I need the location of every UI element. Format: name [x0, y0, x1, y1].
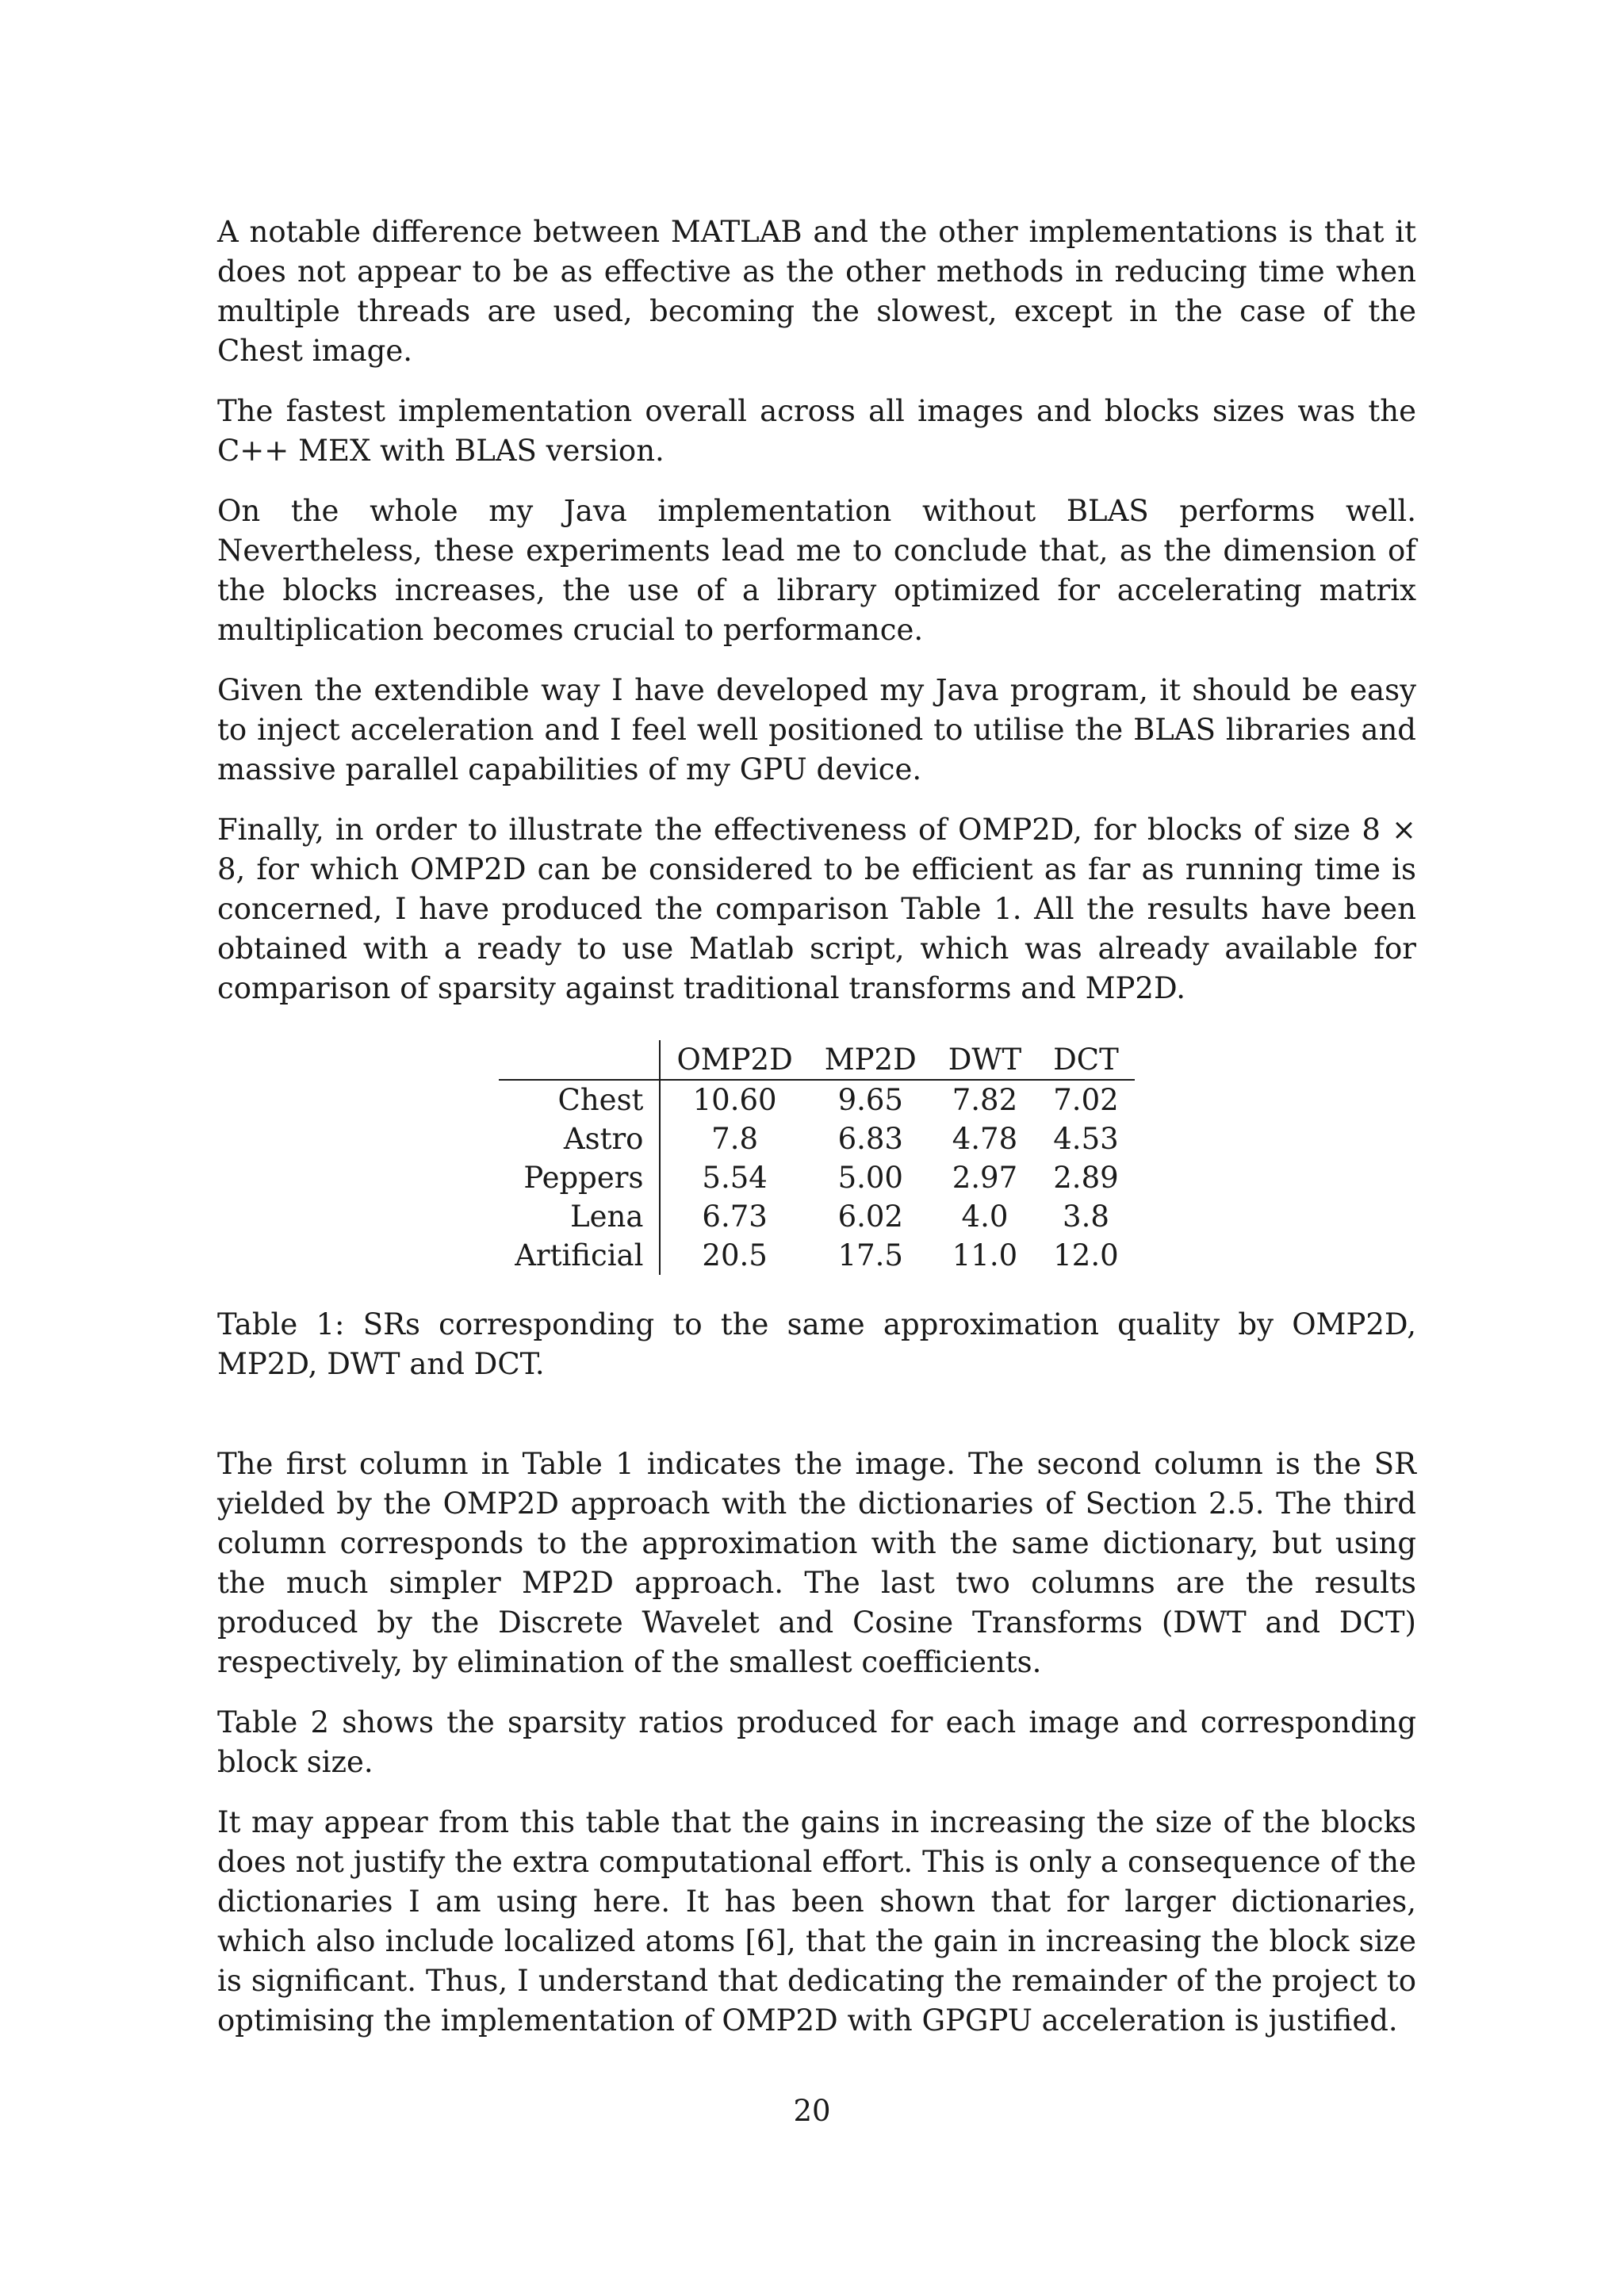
table-cell: 7.8 — [711, 1122, 759, 1156]
table-cell: 7.82 — [952, 1083, 1018, 1117]
table-cell: 5.00 — [837, 1161, 903, 1195]
table-cell: 4.78 — [952, 1122, 1018, 1156]
paragraph-conclusion: It may appear from this table that the gains in increasing the size of the blocks does not justify the extra computational effort. This is only a consequence of the dictionaries I am using here. It has been shown that for larger dictionaries, which also include localized atoms [6], that the gain in increasing the block size is significant. Thus, I understand that dedicating the remainder of the project to optimising the implementation of OMP2D with GPGPU acceleration is justified. — [217, 1805, 1416, 2038]
paragraph-table2-reference: Table 2 shows the sparsity ratios produced for each image and corresponding block size. — [217, 1705, 1416, 1779]
table-cell: 17.5 — [837, 1238, 903, 1272]
table-cell: 12.0 — [1053, 1238, 1119, 1272]
paragraph-fastest-implementation: The fastest implementation overall across all images and blocks sizes was the C++ MEX with BLAS version. — [217, 394, 1416, 468]
table-cell: 6.83 — [837, 1122, 903, 1156]
table-row — [499, 1080, 1135, 1119]
row-label: Chest — [499, 1080, 660, 1119]
column-header-dct: DCT — [1037, 1040, 1135, 1080]
page-number: 20 — [793, 2094, 831, 2128]
table-cell: 7.02 — [1053, 1083, 1119, 1117]
table-cell: 4.53 — [1053, 1122, 1119, 1156]
table-row — [499, 1197, 1135, 1236]
table-cell: 2.89 — [1053, 1161, 1119, 1195]
row-label: Peppers — [499, 1158, 660, 1197]
row-label: Artificial — [499, 1236, 660, 1275]
table-cell: 11.0 — [952, 1238, 1018, 1272]
table-cell: 3.8 — [1063, 1200, 1109, 1234]
table-cell: 6.73 — [702, 1200, 768, 1234]
table-caption: Table 1: SRs corresponding to the same approximation quality by OMP2D, MP2D, DWT and DCT. — [217, 1307, 1416, 1381]
paragraph-table-explanation: The first column in Table 1 indicates the image. The second column is the SR yielded by the OMP2D approach with the dictionaries of Section 2.5. The third column corresponds to the approximation with the same dictionary, but using the much simpler MP2D approach. The last two columns are the results produced by the Discrete Wavelet and Cosine Transforms (DWT and DCT) respectively, by elimination of the smallest coefficients. — [217, 1447, 1416, 1679]
table-cell: 5.54 — [702, 1161, 768, 1195]
paragraph-matlab-comparison: A notable difference between MATLAB and the other implementations is that it does not appear to be as effective as the other methods in reducing time when multiple threads are used, becoming the slowest, except in the case of the Chest image. — [217, 215, 1416, 368]
paragraph-extendible-program: Given the extendible way I have developed my Java program, it should be easy to inject acceleration and I feel well positioned to utilise the BLAS libraries and massive parallel capabilities of my GPU device. — [217, 673, 1416, 786]
column-header-omp2d: OMP2D — [660, 1040, 808, 1080]
table-row — [499, 1158, 1135, 1197]
table-row — [499, 1119, 1135, 1158]
table-corner-cell — [499, 1040, 660, 1080]
table-header-row — [499, 1040, 1135, 1080]
column-header-dwt: DWT — [933, 1040, 1037, 1080]
column-header-mp2d: MP2D — [809, 1040, 933, 1080]
sparsity-ratio-table — [499, 1040, 1135, 1275]
table-container — [217, 1040, 1416, 1275]
row-label: Astro — [499, 1119, 660, 1158]
table-row — [499, 1236, 1135, 1275]
table-cell: 6.02 — [837, 1200, 903, 1234]
paragraph-java-performance: On the whole my Java implementation without BLAS performs well. Nevertheless, these experiments lead me to conclude that, as the dimension of the blocks increases, the use of a library optimized for accelerating matrix multiplication becomes crucial to performance. — [217, 494, 1416, 647]
row-label: Lena — [499, 1197, 660, 1236]
paragraph-omp2d-comparison: Finally, in order to illustrate the effectiveness of OMP2D, for blocks of size 8 × 8, for which OMP2D can be considered to be efficient as far as running time is concerned, I have produced the comparison Table 1. All the results have been obtained with a ready to use Matlab script, which was already available for comparison of sparsity against traditional transforms and MP2D. — [217, 813, 1416, 1005]
table-cell: 2.97 — [952, 1161, 1018, 1195]
table-cell: 10.60 — [692, 1083, 777, 1117]
page-body — [217, 212, 1416, 2041]
table-cell: 4.0 — [961, 1200, 1009, 1234]
table-cell: 20.5 — [702, 1238, 768, 1272]
table-cell: 9.65 — [837, 1083, 903, 1117]
